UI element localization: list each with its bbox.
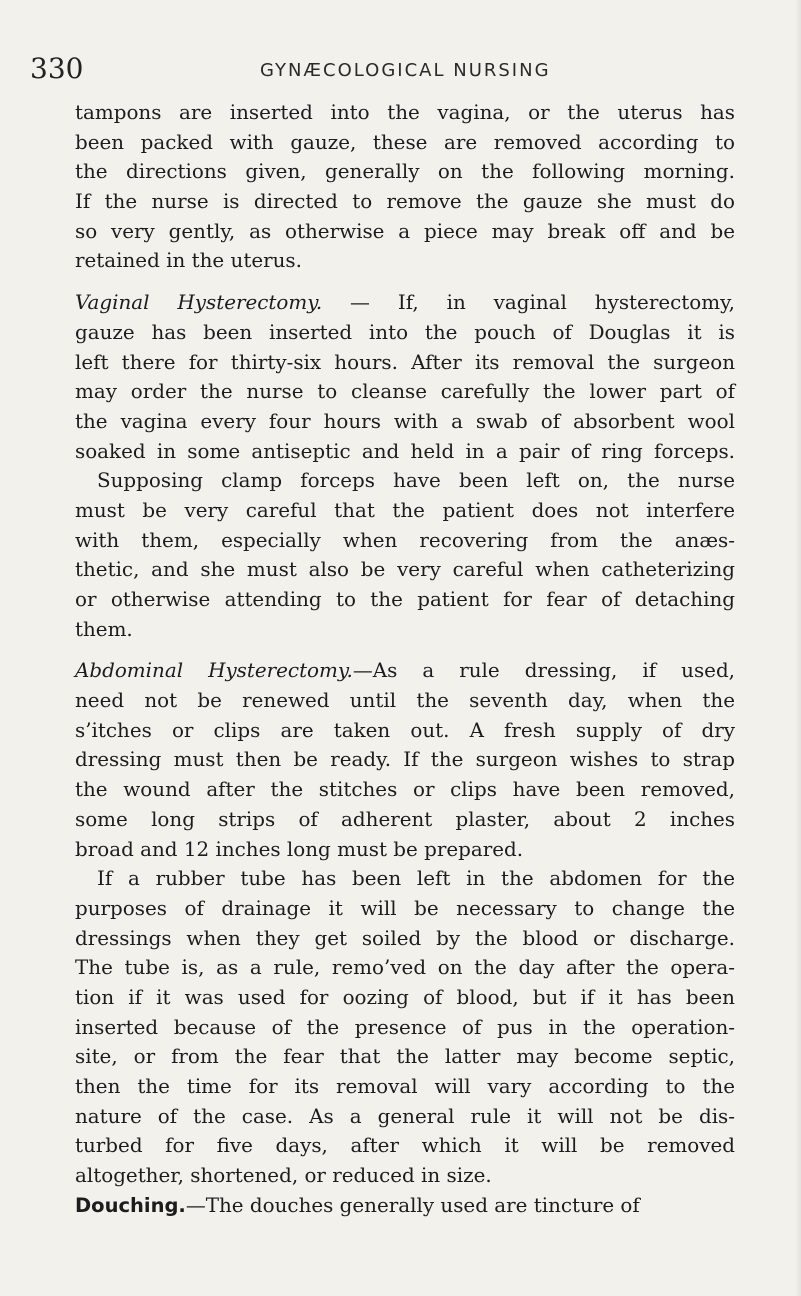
text-line: gauze has been inserted into the pouch of Douglas it is [75, 320, 735, 344]
text-run: — If, in vaginal hysterectomy, [322, 291, 735, 315]
body-text [75, 98, 735, 1220]
text-line: soaked in some antiseptic and held in a pair of ring forceps. [75, 439, 735, 463]
section-heading-douching: Douching. [75, 1193, 186, 1217]
running-head: GYNÆCOLOGICAL NURSING [260, 60, 551, 81]
text-line: retained in the uterus. [75, 249, 302, 273]
text-line: left there for thirty-six hours. After its removal the surgeon [75, 350, 735, 374]
page-number: 330 [30, 52, 84, 85]
text-line: dressings when they get soiled by the blood or discharge. [75, 926, 735, 950]
section-heading-vaginal-hysterectomy: Vaginal Hysterectomy. [75, 291, 323, 315]
text-run: —The douches generally used are tincture of [185, 1193, 640, 1217]
text-line: the directions given, generally on the following morning. [75, 160, 735, 184]
text-line [75, 288, 735, 318]
text-line: may order the nurse to cleanse carefully the lower part of [75, 380, 735, 404]
text-line: the vagina every four hours with a swab of absorbent wool [75, 409, 735, 433]
text-run: —As a rule dressing, if used, [352, 659, 736, 683]
text-line: the wound after the stitches or clips have been removed, [75, 778, 735, 802]
text-line: nature of the case. As a general rule it will not be dis- [75, 1104, 735, 1128]
text-line: s’itches or clips are taken out. A fresh supply of dry [75, 718, 735, 742]
page-edge-shadow [795, 0, 801, 1296]
text-line: need not be renewed until the seventh day, when the [75, 689, 735, 713]
page-header [30, 52, 730, 92]
text-line: If a rubber tube has been left in the abdomen for the [97, 867, 735, 891]
paragraph-abdominal-hysterectomy [75, 656, 735, 1190]
text-line: Supposing clamp forceps have been left on, the nurse [97, 469, 735, 493]
text-line: then the time for its removal will vary according to the [75, 1075, 735, 1098]
text-line: with them, especially when recovering from the anæs- [75, 528, 735, 552]
text-line: turbed for five days, after which it will be removed [75, 1134, 735, 1158]
text-line: If the nurse is directed to remove the gauze she must do [75, 190, 735, 214]
text-line: altogether, shortened, or reduced in size. [75, 1164, 492, 1188]
text-line: broad and 12 inches long must be prepared. [75, 837, 524, 861]
text-line: them. [75, 617, 133, 641]
text-line: inserted because of the presence of pus in the operation- [75, 1015, 735, 1039]
text-line: purposes of drainage it will be necessary to change the [75, 896, 735, 920]
paragraph-tampons [75, 98, 735, 276]
text-line: The tube is, as a rule, remo’ved on the day after the opera- [75, 956, 735, 980]
text-line: so very gently, as otherwise a piece may break off and be [75, 219, 735, 243]
text-line: site, or from the fear that the latter may become septic, [75, 1045, 735, 1069]
text-line: dressing must then be ready. If the surgeon wishes to strap [75, 748, 735, 772]
section-heading-abdominal-hysterectomy: Abdominal Hysterectomy. [75, 659, 353, 683]
paragraph-vaginal-hysterectomy [75, 288, 735, 644]
text-line: tampons are inserted into the vagina, or the uterus has [75, 101, 735, 124]
text-line [75, 1191, 735, 1221]
text-line: thetic, and she must also be very careful when catheterizing [75, 558, 735, 582]
text-line: some long strips of adherent plaster, about 2 inches [75, 807, 735, 831]
text-line [75, 656, 735, 686]
text-line: tion if it was used for oozing of blood, but if it has been [75, 985, 735, 1009]
text-line: or otherwise attending to the patient for fear of detaching [75, 588, 735, 611]
paragraph-douching [75, 1191, 735, 1221]
text-line: been packed with gauze, these are removed according to [75, 130, 735, 154]
text-line: must be very careful that the patient does not interfere [75, 498, 735, 522]
